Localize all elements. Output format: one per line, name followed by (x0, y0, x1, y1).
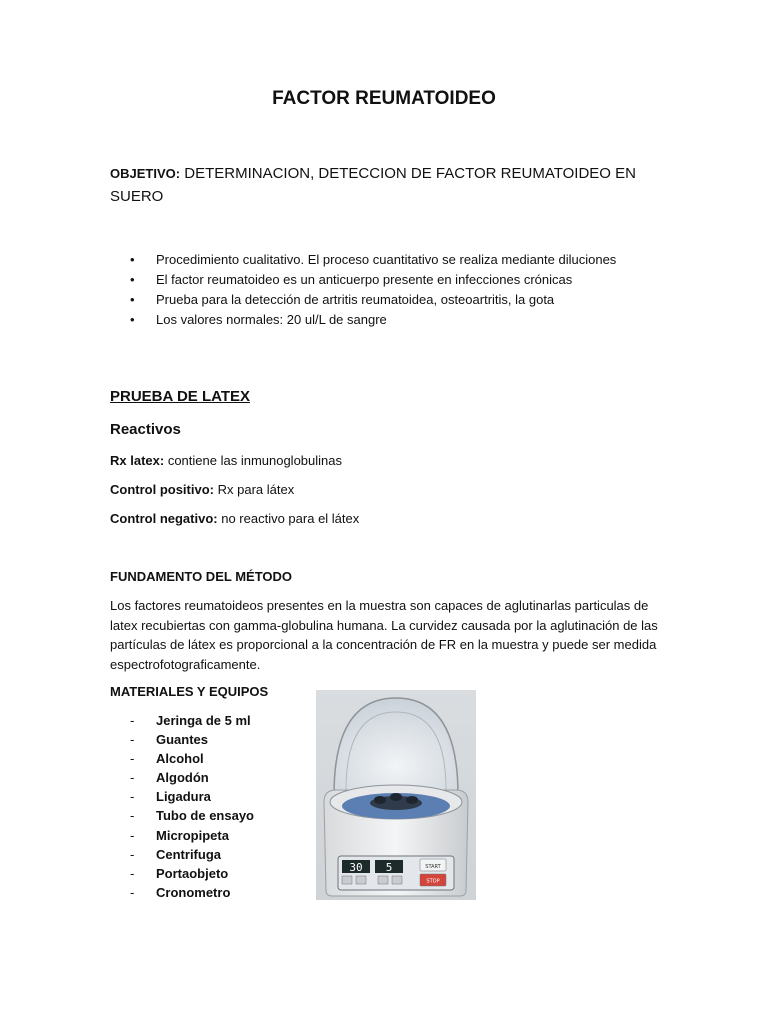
fundamento-paragraph: Los factores reumatoideos presentes en la muestra son capaces de aglutinarlas particulas de latex recubiertas con gamma-globulina humana. La curvidez causada por la aglutinación de las partículas de látex es proporcional a la concentración de FR en la muestra y puede ser medida espectrofotograficamente. (110, 598, 658, 672)
material-item: - Jeringa de 5 ml (130, 713, 251, 728)
material-item: - Alcohol (130, 751, 204, 767)
material-item: - Micropipeta (130, 827, 229, 843)
display-left-text: 30 (349, 861, 363, 874)
material-item: - Portaobjeto (130, 865, 229, 881)
material-item: - Ligadura (130, 789, 211, 805)
reagent-line: Rx latex: contiene las inmunoglobulinas (110, 453, 343, 468)
objective-text: DETERMINACION, DETECCION DE FACTOR REUMATOIDEO EN SUERO (110, 165, 636, 205)
reagent-line: Control negativo: no reactivo para el látex (110, 511, 360, 526)
materials-list (110, 711, 254, 902)
bullet-item: • Procedimiento cualitativo. El proceso cuantitativo se realiza mediante diluciones (110, 250, 650, 270)
bullet-item: • Los valores normales: 20 ul/L de sangre (110, 310, 650, 330)
materials-heading: MATERIALES Y EQUIPOS (110, 684, 269, 699)
bullet-icon: • (130, 252, 135, 267)
bullet-list (110, 250, 650, 330)
material-item: - Tubo de ensayo (130, 808, 254, 824)
material-item: - Algodón (130, 770, 209, 786)
objective-label: OBJETIVO: (110, 166, 181, 181)
bullet-icon: • (130, 272, 135, 287)
bullet-item: • Prueba para la detección de artritis reumatoidea, osteoartritis, la gota (110, 290, 650, 310)
latex-heading: PRUEBA DE LATEX (110, 388, 251, 405)
reagents-heading: Reactivos (110, 421, 181, 438)
bullet-icon: • (130, 292, 135, 307)
fundamento-heading: FUNDAMENTO DEL MÉTODO (110, 569, 293, 584)
display-right-text: 5 (385, 861, 393, 874)
material-item: - Cronometro (130, 884, 231, 900)
centrifuge-photo (316, 690, 476, 900)
bullet-item: • El factor reumatoideo es un anticuerpo presente en infecciones crónicas (110, 270, 650, 290)
start-label: START (425, 864, 441, 870)
bullet-icon: • (130, 312, 135, 327)
document-title: FACTOR REUMATOIDEO (272, 88, 496, 109)
material-item: - Centrifuga (130, 846, 221, 862)
reagent-line: Control positivo: Rx para látex (110, 482, 295, 497)
objective (110, 162, 670, 208)
material-item: - Guantes (130, 732, 209, 748)
stop-label: STOP (426, 878, 440, 885)
